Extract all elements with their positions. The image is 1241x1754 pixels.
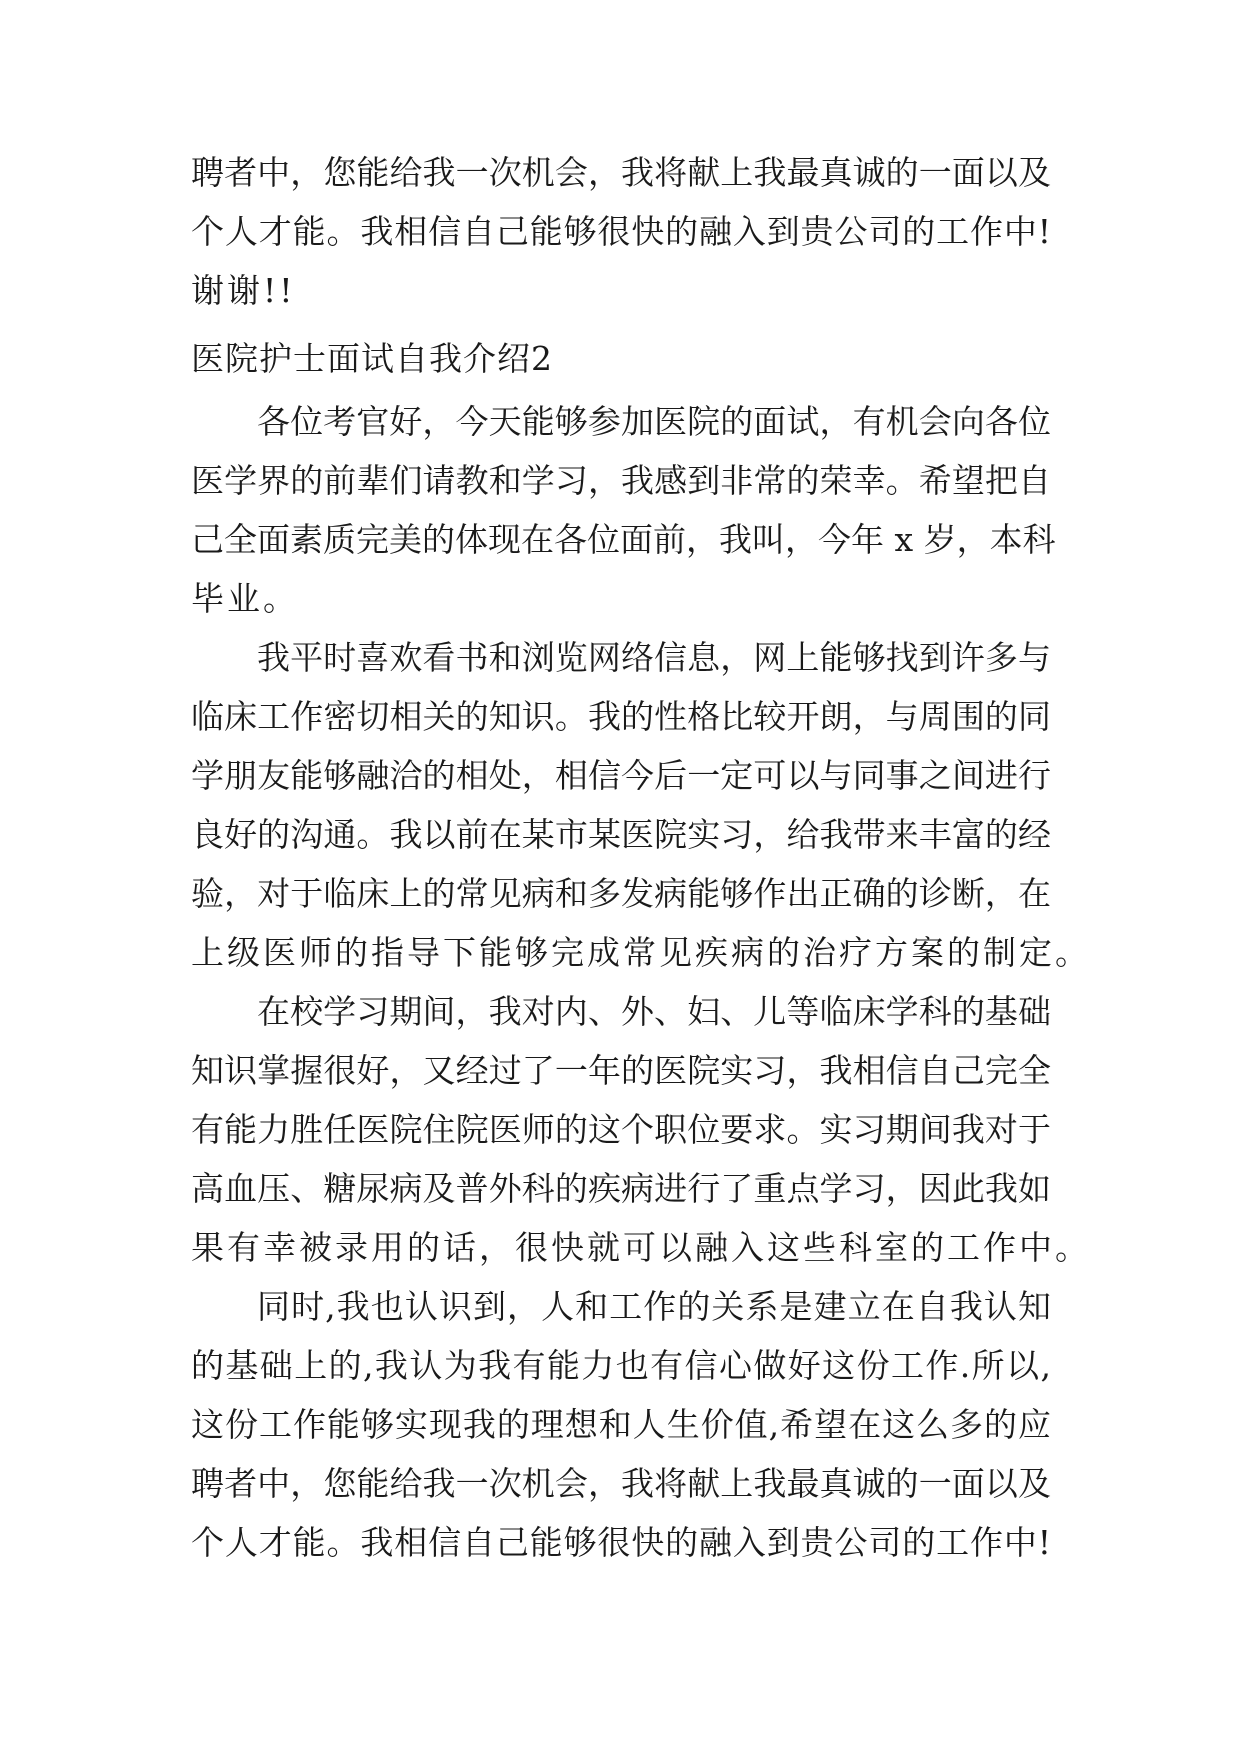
paragraph-first-line: 在校学习期间，我对内、外、妇、儿等临床学科的基础 [257, 992, 1051, 1031]
text-line: 临床工作密切相关的知识。我的性格比较开朗，与周围的同 [191, 697, 1051, 736]
text-line: 高血压、糖尿病及普外科的疾病进行了重点学习，因此我如 [191, 1169, 1051, 1208]
text-line: 聘者中，您能给我一次机会，我将献上我最真诚的一面以及 [191, 153, 1051, 192]
text-line: 己全面素质完美的体现在各位面前，我叫，今年 x 岁，本科 [191, 520, 1056, 559]
text-line: 聘者中，您能给我一次机会，我将献上我最真诚的一面以及 [191, 1464, 1051, 1503]
text-line: 个人才能。我相信自己能够很快的融入到贵公司的工作中! [191, 212, 1051, 251]
text-line: 有能力胜任医院住院医师的这个职位要求。实习期间我对于 [191, 1110, 1051, 1149]
text-line: 果有幸被录用的话，很快就可以融入这些科室的工作中。 [191, 1228, 1091, 1267]
paragraph-first-line: 各位考官好，今天能够参加医院的面试，有机会向各位 [257, 402, 1051, 441]
paragraph-first-line: 我平时喜欢看书和浏览网络信息，网上能够找到许多与 [257, 638, 1051, 677]
text-line: 良好的沟通。我以前在某市某医院实习，给我带来丰富的经 [191, 815, 1051, 854]
text-line: 验，对于临床上的常见病和多发病能够作出正确的诊断，在 [191, 874, 1051, 913]
section-heading: 医院护士面试自我介绍2 [191, 339, 553, 378]
text-line: 知识掌握很好，又经过了一年的医院实习，我相信自己完全 [191, 1051, 1051, 1090]
paragraph-first-line: 同时,我也认识到，人和工作的关系是建立在自我认知 [257, 1287, 1051, 1326]
text-line: 毕业。 [191, 579, 299, 618]
text-line: 个人才能。我相信自己能够很快的融入到贵公司的工作中! [191, 1523, 1051, 1562]
text-line: 学朋友能够融洽的相处，相信今后一定可以与同事之间进行 [191, 756, 1051, 795]
text-line: 上级医师的指导下能够完成常见疾病的治疗方案的制定。 [191, 933, 1091, 972]
text-line: 这份工作能够实现我的理想和人生价值,希望在这么多的应 [191, 1405, 1051, 1444]
text-line: 医学界的前辈们请教和学习，我感到非常的荣幸。希望把自 [191, 461, 1051, 500]
text-line: 谢谢!! [191, 271, 296, 310]
text-line: 的基础上的,我认为我有能力也有信心做好这份工作.所以, [191, 1346, 1051, 1385]
